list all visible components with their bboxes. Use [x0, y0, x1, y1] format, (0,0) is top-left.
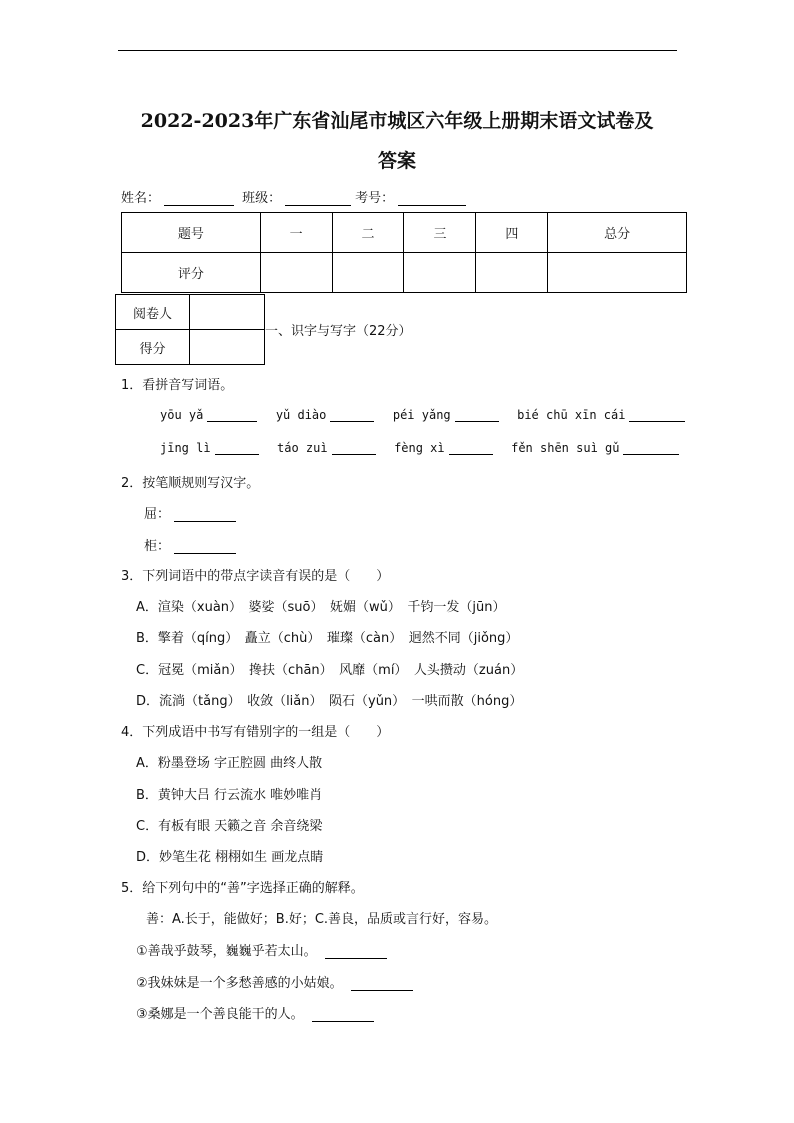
q4-option[interactable]: A．粉墨登场 字正腔圆 曲终人散 — [136, 756, 323, 771]
q2-item — [144, 503, 240, 522]
name-label: 姓名： — [121, 191, 161, 206]
grader-score-cell[interactable] — [190, 330, 265, 365]
pinyin: yǔ diào — [275, 408, 327, 422]
score-label: 得分 — [116, 330, 190, 365]
name-field[interactable] — [164, 205, 234, 206]
q2-stem: 2．按笔顺规则写汉字。 — [121, 476, 260, 491]
q1-row-1 — [160, 408, 689, 422]
char-label: 屈： — [144, 507, 171, 522]
answer-blank[interactable] — [629, 421, 685, 422]
q4-option[interactable]: D．妙笔生花 栩栩如生 画龙点睛 — [136, 850, 324, 865]
answer-blank[interactable] — [207, 421, 257, 422]
score-cell[interactable] — [260, 253, 332, 293]
q5-item — [136, 1003, 378, 1022]
char-label: 柜： — [144, 539, 171, 554]
header-rule — [118, 50, 677, 51]
q3-stem: 3．下列词语中的带点字读音有误的是（ ） — [121, 569, 390, 584]
q3-option[interactable]: D．流淌（tǎng） 收敛（liǎn） 陨石（yǔn） 一哄而散（hóng） — [136, 694, 523, 709]
student-info — [121, 187, 470, 206]
header-cell: 一 — [260, 213, 332, 253]
header-cell: 总分 — [548, 213, 687, 253]
score-cell[interactable] — [404, 253, 476, 293]
pinyin: fèng xì — [394, 441, 445, 455]
section-1-heading: 一、识字与写字（22分） — [265, 324, 412, 339]
header-cell: 四 — [476, 213, 548, 253]
reviewer-cell[interactable] — [190, 295, 265, 330]
q4-option[interactable]: B．黄钟大吕 行云流水 唯妙唯肖 — [136, 788, 323, 803]
score-table — [121, 212, 687, 293]
q3-option[interactable]: A．渲染（xuàn） 婆娑（suō） 妩媚（wǔ） 千钧一发（jūn） — [136, 600, 506, 615]
answer-blank[interactable] — [623, 454, 679, 455]
pinyin: táo zuì — [277, 441, 328, 455]
answer-blank[interactable] — [174, 521, 236, 522]
class-label: 班级： — [242, 191, 282, 206]
header-cell: 二 — [332, 213, 404, 253]
answer-blank[interactable] — [449, 454, 493, 455]
answer-blank[interactable] — [174, 553, 236, 554]
answer-blank[interactable] — [312, 1021, 374, 1022]
score-cell[interactable] — [476, 253, 548, 293]
answer-blank[interactable] — [351, 990, 413, 991]
header-cell: 三 — [404, 213, 476, 253]
pinyin: péi yǎng — [392, 408, 451, 422]
q4-option[interactable]: C．有板有眼 天籁之音 余音绕梁 — [136, 819, 323, 834]
class-field[interactable] — [285, 205, 351, 206]
score-cell[interactable] — [548, 253, 687, 293]
title-line-2: 答案 — [377, 150, 416, 172]
grader-table — [115, 294, 265, 365]
q3-option[interactable]: B．擎着（qíng） 矗立（chù） 璀璨（càn） 迥然不同（jiǒng） — [136, 631, 519, 646]
sentence: ③桑娜是一个善良能干的人。 — [136, 1007, 304, 1022]
q5-stem: 5．给下列句中的“善”字选择正确的解释。 — [121, 881, 364, 896]
q5-item — [136, 972, 417, 991]
answer-blank[interactable] — [332, 454, 376, 455]
q4-stem: 4．下列成语中书写有错别字的一组是（ ） — [121, 725, 390, 740]
q3-option[interactable]: C．冠冕（miǎn） 搀扶（chān） 风靡（mí） 人头攒动（zuán） — [136, 663, 524, 678]
row-label: 评分 — [122, 253, 261, 293]
title-line-1: 2022-2023年广东省汕尾市城区六年级上册期末语文试卷及 — [140, 110, 654, 132]
pinyin: jīng lì — [160, 441, 211, 455]
answer-blank[interactable] — [325, 958, 387, 959]
pinyin: bié chū xīn cái — [517, 408, 626, 422]
q5-item — [136, 940, 391, 959]
sentence: ②我妹妹是一个多愁善感的小姑娘。 — [136, 976, 343, 991]
answer-blank[interactable] — [455, 421, 499, 422]
q1-row-2 — [160, 441, 683, 455]
reviewer-label: 阅卷人 — [116, 295, 190, 330]
header-cell: 题号 — [122, 213, 261, 253]
pinyin: yōu yǎ — [160, 408, 204, 422]
sentence: ①善哉乎鼓琴，巍巍乎若太山。 — [136, 944, 317, 959]
q5-definitions: 善：A.长于，能做好；B.好；C.善良，品质或言行好，容易。 — [146, 912, 498, 927]
q2-item — [144, 535, 240, 554]
answer-blank[interactable] — [215, 454, 259, 455]
pinyin: fěn shēn suì gǔ — [511, 441, 620, 455]
number-label: 考号： — [355, 191, 395, 206]
answer-blank[interactable] — [330, 421, 374, 422]
q1-stem: 1．看拼音写词语。 — [121, 378, 234, 393]
score-cell[interactable] — [332, 253, 404, 293]
number-field[interactable] — [398, 205, 466, 206]
